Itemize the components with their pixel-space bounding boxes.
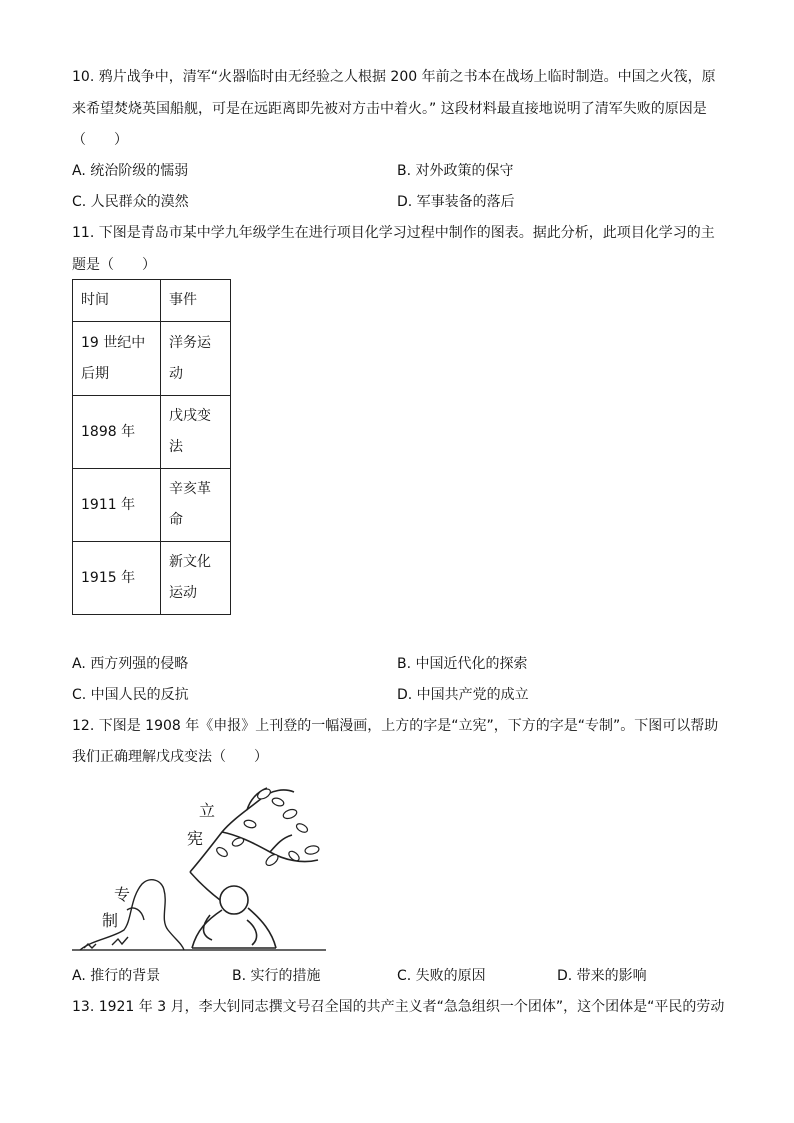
q11-stem-line-1: 11. 下图是青岛市某中学九年级学生在进行项目化学习过程中制作的图表。据此分析，此项目化学习的主 bbox=[72, 225, 715, 241]
q10-stem-line-1: 10. 鸦片战争中，清军“火器临时由无经验之人根据 200 年前之书本在战场上临时制造。中国之火筏，原 bbox=[72, 69, 716, 85]
cartoon-figure bbox=[190, 872, 276, 948]
table-cell-time bbox=[73, 542, 161, 615]
table-header-row bbox=[73, 280, 231, 322]
events-table bbox=[72, 279, 231, 615]
q11-option-d: D. 中国共产党的成立 bbox=[397, 687, 529, 703]
q11-stem-line-2: 题是（ ） bbox=[72, 257, 156, 273]
q13-stem-line-1: 13. 1921 年 3 月，李大钊同志撰文号召全国的共产主义者“急急组织一个团体”，这个团体是“平民的劳动 bbox=[72, 999, 725, 1015]
q12-stem-line-1: 12. 下图是 1908 年《申报》上刊登的一幅漫画，上方的字是“立宪”，下方的字是“专制”。下图可以帮助 bbox=[72, 718, 719, 734]
table-cell-event bbox=[161, 396, 231, 469]
table-cell-event bbox=[161, 322, 231, 396]
cartoon-rock bbox=[80, 880, 184, 950]
cell-text: 命 bbox=[169, 512, 183, 528]
cartoon-illustration bbox=[72, 780, 326, 956]
cartoon-label-bottom-1: 专 bbox=[114, 885, 131, 904]
cartoon-leaves bbox=[215, 787, 320, 868]
cell-text: 法 bbox=[169, 439, 183, 455]
q11-option-a: A. 西方列强的侵略 bbox=[72, 656, 189, 672]
cell-text: 戊戌变 bbox=[169, 408, 211, 424]
table-cell-event bbox=[161, 469, 231, 542]
table-row bbox=[73, 469, 231, 542]
q12-option-a: A. 推行的背景 bbox=[72, 968, 161, 984]
table-row bbox=[73, 542, 231, 615]
cell-text: 19 世纪中 bbox=[81, 334, 146, 351]
cell-text: 1915 年 bbox=[81, 569, 136, 586]
table-header-time: 时间 bbox=[73, 280, 161, 322]
q10-answer-paren: （ ） bbox=[72, 132, 128, 148]
q10-option-c: C. 人民群众的漠然 bbox=[72, 194, 189, 210]
table-row bbox=[73, 396, 231, 469]
table-header-event: 事件 bbox=[161, 280, 231, 322]
q10-stem-line-2: 来希望焚烧英国船舰，可是在远距离即先被对方击中着火。” 这段材料最直接地说明了清军失败的原因是 bbox=[72, 101, 707, 117]
cell-text: 运动 bbox=[169, 585, 197, 601]
q12-option-d: D. 带来的影响 bbox=[557, 968, 647, 984]
cell-text: 动 bbox=[169, 365, 183, 382]
cartoon-label-top-1: 立 bbox=[199, 801, 216, 820]
cell-text: 1911 年 bbox=[81, 496, 136, 513]
cartoon-label-bottom-2: 制 bbox=[102, 911, 119, 930]
table-row bbox=[73, 322, 231, 396]
cell-text: 洋务运 bbox=[169, 334, 211, 351]
q11-option-c: C. 中国人民的反抗 bbox=[72, 687, 189, 703]
cell-text: 后期 bbox=[81, 365, 109, 382]
q10-option-b: B. 对外政策的保守 bbox=[397, 163, 514, 179]
cell-text: 1898 年 bbox=[81, 423, 136, 440]
table-cell-time bbox=[73, 322, 161, 396]
table-cell-time bbox=[73, 469, 161, 542]
q10-option-d: D. 军事装备的落后 bbox=[397, 194, 515, 210]
q10-option-a: A. 统治阶级的懦弱 bbox=[72, 163, 189, 179]
q12-stem-line-2: 我们正确理解戊戌变法（ ） bbox=[72, 749, 268, 765]
q12-option-c: C. 失败的原因 bbox=[397, 968, 486, 984]
q11-option-b: B. 中国近代化的探索 bbox=[397, 656, 528, 672]
table-cell-time bbox=[73, 396, 161, 469]
cell-text: 新文化 bbox=[169, 554, 211, 570]
q12-option-b: B. 实行的措施 bbox=[232, 968, 321, 984]
cell-text: 辛亥革 bbox=[169, 481, 211, 497]
table-cell-event bbox=[161, 542, 231, 615]
cartoon-label-top-2: 宪 bbox=[187, 829, 204, 848]
